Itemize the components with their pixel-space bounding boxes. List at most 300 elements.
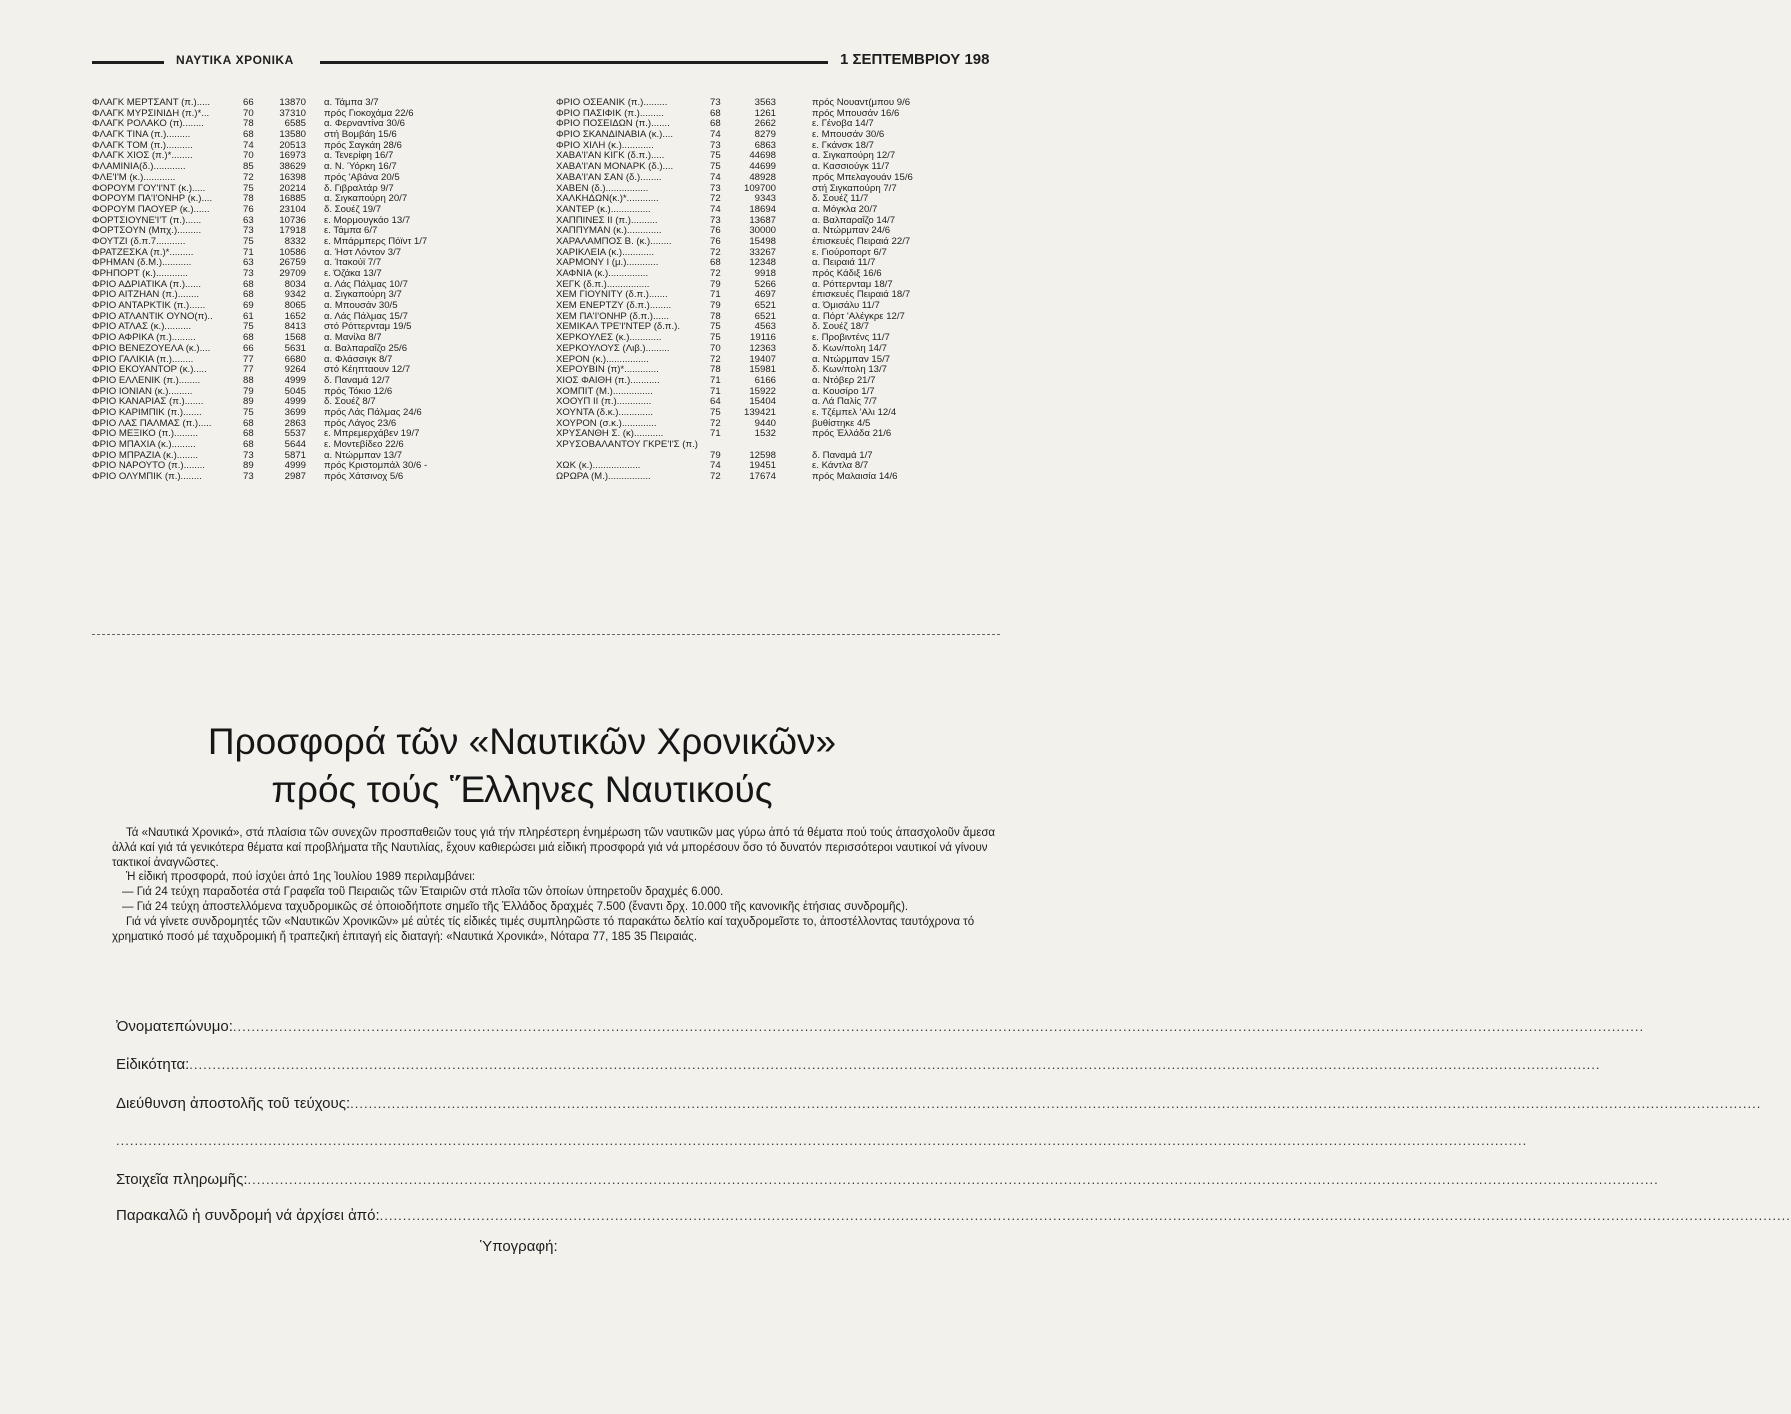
- ship-name: ΦΡΙΟ ΣΚΑΝΔΙΝΑΒΙΑ (κ.)....: [556, 129, 674, 141]
- ship-name: ΧΡΥΣΟΒΑΛΑΝΤΟΥ ΓΚΡΕ'Ι'Σ (π.): [556, 439, 698, 450]
- issue-date: 1 ΣΕΠΤΕΜΒΡΙΟΥ 198: [840, 51, 990, 68]
- name-label: Ὀνοματεπώνυμο:: [116, 1018, 233, 1035]
- ship-tonnage: 6166: [754, 374, 776, 386]
- ship-name: ΧΕΜ ΕΝΕΡΤΖΥ (δ.π.)........: [556, 300, 672, 312]
- ship-tonnage: 1261: [754, 107, 776, 119]
- ship-location: α. Τενερίφη 16/7: [324, 150, 394, 162]
- ship-name: ΧΡΥΣΑΝΘΗ Σ. (κ)...........: [556, 428, 664, 440]
- ship-location: πρός Χάτσινοχ 5/6: [324, 471, 404, 483]
- ship-year: 73: [710, 182, 721, 194]
- ship-name: ΧΑΒΑ'Ι'ΑΝ ΣΑΝ (δ.)........: [556, 171, 662, 183]
- ship-location: α. Κουσίρο 1/7: [812, 385, 875, 397]
- ship-year: 75: [710, 332, 721, 344]
- ship-tonnage: 10586: [279, 246, 306, 258]
- ship-location: α. Πειραιά 11/7: [812, 257, 876, 269]
- ship-tonnage: 15498: [749, 235, 776, 247]
- ship-location: πρός Νουαντ(μπου 9/6: [812, 97, 911, 108]
- ship-location: ε. Μπρεμερχάβεν 19/7: [324, 428, 420, 440]
- ship-name: ΧΑΡΑΛΑΜΠΟΣ Β. (κ.)........: [556, 235, 672, 247]
- ship-location: α. Ντώρμπαν 13/7: [324, 449, 403, 461]
- ship-tonnage: 6680: [284, 353, 306, 365]
- ship-name: ΧΑΠΠΙΝΕΣ ΙΙ (π.)..........: [556, 214, 658, 226]
- ship-tonnage: 4999: [284, 396, 306, 408]
- ship-year: 71: [710, 385, 721, 397]
- ship-location: ε. Γένοβα 14/7: [812, 118, 874, 130]
- ship-year: 66: [243, 97, 254, 108]
- ship-row: [92, 205, 472, 216]
- ship-name: ΦΡΙΟ ΚΑΝΑΡΙΑΣ (π.).......: [92, 396, 204, 408]
- ship-year: 89: [243, 460, 254, 472]
- ship-tonnage: 3699: [284, 406, 306, 418]
- ship-year: 74: [243, 139, 254, 151]
- ship-year: 68: [243, 332, 254, 344]
- ship-year: 71: [710, 428, 721, 440]
- ship-location: πρός Λάγος 23/6: [324, 417, 397, 429]
- ship-name: ΦΡΙΟ ΠΟΣΕΙΔΩΝ (π.).......: [556, 118, 670, 130]
- ship-location: α. Ντόβερ 21/7: [812, 374, 876, 386]
- ship-year: 73: [243, 449, 254, 461]
- ship-year: 68: [243, 129, 254, 141]
- ship-year: 76: [243, 203, 254, 215]
- ship-year: 70: [243, 150, 254, 162]
- ship-name: ΧΑΠΠΥΜΑΝ (κ.).............: [556, 225, 662, 237]
- subscription-form: [116, 1018, 1791, 1243]
- ship-year: 70: [243, 107, 254, 119]
- ship-tonnage: 18694: [749, 203, 776, 215]
- ship-tonnage: 33267: [749, 246, 776, 258]
- ship-year: 71: [710, 374, 721, 386]
- publication-name: ΝΑΥΤΙΚΑ ΧΡΟΝΙΚΑ: [176, 53, 294, 67]
- ship-location: α. Μπουσάν 30/5: [324, 300, 398, 312]
- ship-row: [556, 472, 956, 483]
- ship-name: ΧΑΒΕΝ (δ.)................: [556, 182, 649, 194]
- ship-year: 74: [710, 129, 721, 141]
- ship-name: ΦΛΑΓΚ ΡΟΛΑΚΟ (π)........: [92, 118, 204, 130]
- ship-location: δ. Σουέζ 18/7: [812, 321, 870, 333]
- ship-location: α. Ίτακούϊ 7/7: [324, 257, 382, 269]
- ship-year: 75: [710, 406, 721, 418]
- ship-year: 63: [243, 214, 254, 226]
- ship-tonnage: 44699: [749, 161, 776, 173]
- name-field[interactable]: [116, 1018, 1645, 1056]
- ship-name: ΦΡΙΟ ΧΙΛΗ (κ.)............: [556, 139, 654, 151]
- ship-location: α. Κασσιούγκ 11/7: [812, 161, 890, 173]
- offer-headline: [92, 718, 952, 814]
- ship-year: 75: [243, 321, 254, 333]
- ship-name: ΧΟΥΡΟΝ (σ.κ.).............: [556, 417, 657, 429]
- ship-tonnage: 37310: [279, 107, 306, 119]
- ship-location: α. Φερναντίνα 30/6: [324, 118, 406, 130]
- ship-tonnage: 6863: [754, 139, 776, 151]
- ship-name: ΦΛΑΓΚ ΤΟΜ (π.)..........: [92, 139, 193, 151]
- ship-tonnage: 2863: [284, 417, 306, 429]
- ship-location: α. Τάμπα 3/7: [324, 97, 379, 108]
- ship-tonnage: 20214: [279, 182, 306, 194]
- address-blank-2[interactable]: ..................................................................................................................................................................................................................................................................................................................: [116, 1133, 1528, 1148]
- ship-year: 78: [243, 193, 254, 205]
- ship-tonnage: 8332: [284, 235, 306, 247]
- ship-location: στό Ρόττερνταμ 19/5: [324, 321, 412, 333]
- ship-name: ΧΑΒΑ'Ι'ΑΝ ΚΙΓΚ (δ.π.).....: [556, 150, 665, 162]
- offer-item-1: — Γιά 24 τεύχη παραδοτέα στά Γραφεῖα τοῦ Πειραιῶς τῶν Ἑταιριῶν στά πλοῖα τῶν ὁποίων ὑπηρετοῦν δραχμές 6.000.: [122, 886, 724, 899]
- payment-field[interactable]: [116, 1171, 1659, 1207]
- ship-tonnage: 9918: [754, 268, 776, 279]
- start-label: Παρακαλῶ ἡ συνδρομή νά ἀρχίσει ἀπό:: [116, 1207, 380, 1224]
- ship-tonnage: 23104: [279, 203, 306, 215]
- ship-location: βυθίστηκε 4/5: [812, 417, 871, 429]
- specialty-label: Εἰδικότητα:: [116, 1056, 190, 1073]
- ship-name: ΦΡΙΟ ΑΤΛΑΣ (κ.)..........: [92, 321, 192, 333]
- ship-location: πρός Κάδιξ 16/6: [812, 268, 882, 279]
- ship-name: ΧΟΟΥΠ ΙΙ (π.).............: [556, 396, 652, 408]
- ship-name: ΦΡΙΟ ΜΠΡΑΖΙΑ (κ.)........: [92, 449, 199, 461]
- ship-year: 73: [243, 268, 254, 279]
- ship-tonnage: 9440: [754, 417, 776, 429]
- specialty-field[interactable]: [116, 1056, 1601, 1095]
- ship-name: ΧΩΚ (κ.)..................: [556, 460, 641, 472]
- ship-name: ΩΡΩΡΑ (Μ.)................: [556, 471, 651, 483]
- ship-row: [556, 344, 956, 355]
- ship-year: 73: [710, 214, 721, 226]
- address-blank[interactable]: ..................................................................................................................................................................................................................................................................................................................: [350, 1096, 1762, 1111]
- ship-location: δ. Κων/πολη 14/7: [812, 342, 888, 354]
- ship-location: δ. Σουέζ 8/7: [324, 396, 376, 408]
- payment-label: Στοιχεῖα πληρωμῆς:: [116, 1171, 248, 1188]
- ship-tonnage: 12363: [749, 342, 776, 354]
- ship-name: ΧΑΝΤΕΡ (κ.)...............: [556, 203, 651, 215]
- ship-location: πρός Ἑλλάδα 21/6: [812, 428, 892, 440]
- ship-name: ΦΡΙΟ ΟΣΕΑΝΙΚ (π.).........: [556, 97, 668, 108]
- ship-name: ΧΑΒΑ'Ι'ΑΝ ΜΟΝΑΡΚ (δ.)....: [556, 161, 674, 173]
- ship-year: 71: [710, 289, 721, 301]
- headline-line-2: πρός τούς Ἕλληνες Ναυτικούς: [271, 769, 773, 810]
- ship-name: ΦΡΙΟ ΜΠΑΧΙΑ (κ.).........: [92, 439, 196, 450]
- ship-location: α. Μόγκλα 20/7: [812, 203, 878, 215]
- ship-name: ΦΡΗΠΟΡΤ (κ.)............: [92, 268, 188, 279]
- ship-year: 78: [710, 310, 721, 322]
- ship-year: 71: [243, 246, 254, 258]
- ship-tonnage: 5266: [754, 278, 776, 290]
- ship-name: ΧΕΡΟΥΒΙΝ (π)*.............: [556, 364, 659, 376]
- ship-year: 68: [243, 428, 254, 440]
- ship-tonnage: 10736: [279, 214, 306, 226]
- ship-location: α. Λάς Πάλμας 10/7: [324, 278, 408, 290]
- ship-name: ΧΑΡΙΚΛΕΙΑ (κ.)............: [556, 246, 655, 258]
- ship-tonnage: 44698: [749, 150, 776, 162]
- ship-tonnage: 6585: [284, 118, 306, 130]
- ship-name: ΦΡΙΟ ΟΛΥΜΠΙΚ (π.)........: [92, 471, 202, 483]
- ship-year: 73: [243, 471, 254, 483]
- ship-name: ΦΟΥΤΖΙ (δ.π.7...........: [92, 235, 186, 247]
- ship-location: α. Βαλπαραΐζο 25/6: [324, 342, 408, 354]
- ship-name: ΧΕΡΚΟΥΛΟΥΣ (Λιβ.).........: [556, 342, 670, 354]
- ship-name: ΦΡΙΟ ΛΑΣ ΠΑΛΜΑΣ (π.).....: [92, 417, 212, 429]
- ship-tonnage: 15404: [749, 396, 776, 408]
- ship-row: [92, 173, 472, 184]
- ship-tonnage: 29709: [279, 268, 306, 279]
- ship-year: 61: [243, 310, 254, 322]
- ship-tonnage: 17918: [279, 225, 306, 237]
- ship-tonnage: 9342: [284, 289, 306, 301]
- ship-location: ε. Γιούροπορτ 6/7: [812, 246, 887, 258]
- offer-body: [112, 826, 996, 944]
- ship-name: ΦΡΙΟ ΓΑΛΙΚΙΑ (π.)........: [92, 353, 194, 365]
- ship-tonnage: 1568: [284, 332, 306, 344]
- ship-name: ΦΡΙΟ ΑΝΤΑΡΚΤΙΚ (π.)......: [92, 300, 206, 312]
- ship-year: 74: [710, 203, 721, 215]
- ship-year: 68: [710, 107, 721, 119]
- ship-year: 72: [710, 193, 721, 205]
- ship-tonnage: 5644: [284, 439, 306, 450]
- ship-location: ε. Όζάκα 13/7: [324, 268, 382, 279]
- ship-tonnage: 30000: [749, 225, 776, 237]
- ship-name: ΧΑΦΝΙΑ (κ.)...............: [556, 268, 649, 279]
- ship-year: 68: [243, 417, 254, 429]
- ship-location: πρός Τόκιο 12/6: [324, 385, 393, 397]
- ship-year: 78: [243, 118, 254, 130]
- ship-location: ε. Προβιντένς 11/7: [812, 332, 890, 344]
- ship-name: ΦΛΑΓΚ ΜΥΡΣΙΝΙΔΗ (π.)*...: [92, 107, 210, 119]
- ship-name: ΦΡΙΟ ΒΕΝΕΖΟΥΕΛΑ (κ.)....: [92, 342, 211, 354]
- ship-tonnage: 15981: [749, 364, 776, 376]
- ship-row: [92, 376, 472, 387]
- ship-year: 76: [710, 235, 721, 247]
- ship-year: 68: [710, 118, 721, 130]
- ship-year: 63: [243, 257, 254, 269]
- ship-tonnage: 139421: [743, 406, 776, 418]
- name-blank[interactable]: ..................................................................................................................................................................................................................................................................................................................: [232, 1019, 1645, 1034]
- ship-name: ΦΛΑΓΚ ΧΙΟΣ (π.)*........: [92, 150, 193, 162]
- section-divider: [92, 634, 1000, 635]
- ship-tonnage: 17674: [749, 471, 776, 483]
- ship-location: πρός 'Αβάνα 20/5: [324, 171, 400, 183]
- ship-tonnage: 8279: [754, 129, 776, 141]
- ship-year: 72: [710, 417, 721, 429]
- address-field-continued[interactable]: [116, 1133, 1528, 1171]
- ship-name: ΦΟΡΤΣΟΥΝ (Μπχ.).........: [92, 225, 202, 237]
- ship-name: ΧΕΜ ΠΑ'Ι'ΟΝΗΡ (δ.π.)......: [556, 310, 669, 322]
- ship-year: 76: [710, 225, 721, 237]
- ship-location: στή Βομβάη 15/6: [324, 129, 397, 141]
- ship-name: ΦΛΑΓΚ ΜΕΡΤΣΑΝΤ (π.).....: [92, 97, 211, 108]
- ship-tonnage: 16885: [279, 193, 306, 205]
- ship-location: α. Λάς Πάλμας 15/7: [324, 310, 408, 322]
- ship-list-left-column: [92, 98, 472, 483]
- ship-year: 73: [710, 97, 721, 108]
- ship-location: α. Ντώρμπαν 15/7: [812, 353, 891, 365]
- ship-name: ΧΑΡΜΟΝΥ Ι (μ.)............: [556, 257, 659, 269]
- ship-year: 75: [710, 150, 721, 162]
- ship-location: α. Ήστ Λόντον 3/7: [324, 246, 402, 258]
- ship-location: ε. Τάμπα 6/7: [324, 225, 378, 237]
- ship-name: ΧΟΜΠΙΤ (Μ.)...............: [556, 385, 653, 397]
- header-rule-right: [320, 61, 828, 64]
- signature-label: Ὑπογραφή:: [480, 1238, 558, 1255]
- ship-year: 75: [710, 321, 721, 333]
- ship-year: 88: [243, 374, 254, 386]
- ship-year: 75: [243, 235, 254, 247]
- ship-tonnage: 4563: [754, 321, 776, 333]
- ship-location: πρός Μπουσάν 16/6: [812, 107, 900, 119]
- payment-blank[interactable]: ..................................................................................................................................................................................................................................................................................................................: [247, 1172, 1659, 1187]
- ship-name: ΦΡΙΟ ΕΛΛΕΝΙΚ (π.)........: [92, 374, 201, 386]
- ship-name: ΦΟΡΟΥΜ ΓΟΥ'Ι'ΝΤ (κ.).....: [92, 182, 206, 194]
- ship-year: 75: [243, 182, 254, 194]
- ship-location: ε. Τζέμπελ 'Αλι 12/4: [812, 406, 897, 418]
- ship-location: πρός Κριστομπάλ 30/6 -: [324, 460, 428, 472]
- ship-row: [556, 173, 956, 184]
- ship-year: 72: [243, 171, 254, 183]
- ship-name: ΦΡΙΟ ΑΤΛΑΝΤΙΚ ΟΥΝΟ(π)..: [92, 310, 213, 322]
- ship-tonnage: 4999: [284, 374, 306, 386]
- ship-location: δ. Σουέζ 19/7: [324, 203, 382, 215]
- ship-row: [92, 344, 472, 355]
- ship-row: [92, 472, 472, 483]
- specialty-blank[interactable]: ..................................................................................................................................................................................................................................................................................................................: [189, 1057, 1601, 1072]
- ship-year: 79: [710, 278, 721, 290]
- ship-tonnage: 2987: [284, 471, 306, 483]
- ship-location: έπισκευές Πειραιά 22/7: [812, 235, 911, 247]
- ship-location: α. Ντώρμπαν 24/6: [812, 225, 891, 237]
- address-field[interactable]: [116, 1095, 1762, 1133]
- ship-location: πρός Σαγκάη 28/6: [324, 139, 402, 151]
- ship-year: 69: [243, 300, 254, 312]
- ship-tonnage: 20513: [279, 139, 306, 151]
- ship-name: ΧΙΟΣ ΦΑΙΘΗ (π.)...........: [556, 374, 660, 386]
- ship-name: ΧΟΥΝΤΑ (δ.κ.).............: [556, 406, 654, 418]
- ship-name: ΦΡΙΟ ΑΔΡΙΑΤΙΚΑ (π.)......: [92, 278, 202, 290]
- ship-location: δ. Παναμά 1/7: [812, 449, 873, 461]
- ship-year: 74: [710, 171, 721, 183]
- ship-name: ΦΡΙΟ ΜΕΞΙΚΟ (π.).........: [92, 428, 199, 440]
- ship-location: ε. Κάντλα 8/7: [812, 460, 869, 472]
- ship-tonnage: 26759: [279, 257, 306, 269]
- ship-year: 75: [710, 161, 721, 173]
- ship-tonnage: 16398: [279, 171, 306, 183]
- ship-year: 85: [243, 161, 254, 173]
- ship-row: [556, 205, 956, 216]
- ship-year: 77: [243, 364, 254, 376]
- ship-tonnage: 1532: [754, 428, 776, 440]
- ship-year: 68: [710, 257, 721, 269]
- ship-year: 79: [710, 449, 721, 461]
- offer-item-2: — Γιά 24 τεύχη ἀποστελλόμενα ταχυδρομικῶς σέ ὁποιοδήποτε σημεῖο τῆς Ἑλλάδος δραχμές 7.500 (ἔναντι δρχ. 10.000 τῆς κανονικῆς ἐτήσιας συνδρομῆς).: [122, 900, 909, 913]
- ship-tonnage: 12348: [749, 257, 776, 269]
- ship-row: [556, 440, 956, 461]
- ship-tonnage: 5631: [284, 342, 306, 354]
- ship-location: πρός Μαλαισία 14/6: [812, 471, 898, 483]
- ship-year: 72: [710, 246, 721, 258]
- ship-name: ΦΡΙΟ ΠΑΣΙΦΙΚ (π.).........: [556, 107, 664, 119]
- ship-name: ΦΡΙΟ ΙΟΝΙΑΝ (κ.).........: [92, 385, 193, 397]
- ship-name: ΦΛΑΜΙΝΙΑ(δ.)............: [92, 161, 186, 173]
- ship-tonnage: 8065: [284, 300, 306, 312]
- ship-location: ε. Μορμουγκάο 13/7: [324, 214, 411, 226]
- ship-tonnage: 5537: [284, 428, 306, 440]
- subscribe-paragraph: Γιά νά γίνετε συνδρομητές τῶν «Ναυτικῶν Χρονικῶν» μέ αὐτές τίς εἰδικές τιμές συμπληρῶστε τό παρακάτω δελτίο καί ταχυδρομεῖστε το, ἀποστέλλοντας ταυτόχρονα τό χρηματικό ποσό μέ ταχυδρομική ἤ τραπεζική ἐπιταγή εἰς διαταγή: «Ναυτικά Χρονικά», Νόταρα 77, 185 35 Πειραιάς.: [112, 915, 975, 943]
- ship-location: ε. Γκάνσκ 18/7: [812, 139, 874, 151]
- ship-tonnage: 5871: [284, 449, 306, 461]
- ship-year: 70: [710, 342, 721, 354]
- ship-location: στή Σιγκαπούρη 7/7: [812, 182, 897, 194]
- ship-year: 77: [243, 353, 254, 365]
- offer-paragraph: Ἡ εἰδική προσφορά, πού ἰσχύει ἀπό 1ης Ἰουλίου 1989 περιλαμβάνει:: [126, 871, 476, 884]
- ship-tonnage: 13870: [279, 97, 306, 108]
- ship-location: δ. Παναμά 12/7: [324, 374, 390, 386]
- ship-year: 68: [243, 289, 254, 301]
- ship-name: ΦΡΑΤΖΕΣΚΑ (π.)*.........: [92, 246, 194, 258]
- ship-tonnage: 2662: [754, 118, 776, 130]
- ship-tonnage: 4697: [754, 289, 776, 301]
- ship-location: α. Βαλπαραΐζο 14/7: [812, 214, 896, 226]
- ship-row: [556, 376, 956, 387]
- ship-location: ε. Μοντεβίδεο 22/6: [324, 439, 404, 450]
- ship-list-right-column: [556, 98, 956, 483]
- start-blank[interactable]: ..................................................................................................................................................................................................................................................................................................................: [379, 1208, 1791, 1223]
- ship-name: ΦΛΑΓΚ ΤΙΝΑ (π.).........: [92, 129, 191, 141]
- ship-tonnage: 9264: [284, 364, 306, 376]
- ship-year: 73: [243, 225, 254, 237]
- ship-location: στό Κέηπταουν 12/7: [324, 364, 411, 376]
- ship-location: α. Ν. Ύόρκη 16/7: [324, 161, 397, 173]
- intro-paragraph: Τά «Ναυτικά Χρονικά», στά πλαίσια τῶν συνεχῶν προσπαθειῶν τους γιά τήν πληρέστερη ἐνημέρωση τῶν ναυτικῶν μας γύρω ἀπό τά θέματα πού τούς ἀπασχολοῦν ἄμεσα ἀλλά καί γιά τά γενικότερα θέματα καί προβλήματα τῆς Ναυτιλίας, ἔχουν καθιερώσει μιά εἰδική προσφορά γιά νά μπορέσουν ὅσο τό δυνατόν περισσότεροι ναυτικοί νά γίνουν τακτικοί ἀναγνῶστες.: [112, 827, 996, 869]
- ship-location: α. Μανίλα 8/7: [324, 332, 382, 344]
- ship-location: ε. Μπάρμπερς Πόϊντ 1/7: [324, 235, 428, 247]
- ship-name: ΦΡΙΟ ΑΙΤΖΗΑΝ (π.)........: [92, 289, 200, 301]
- ship-year: 79: [710, 300, 721, 312]
- ship-name: ΧΕΡΟΝ (κ.)................: [556, 353, 649, 365]
- ship-tonnage: 19116: [750, 332, 776, 344]
- ship-name: ΦΡΗΜΑΝ (δ.Μ.)...........: [92, 257, 192, 269]
- ship-tonnage: 8413: [284, 321, 306, 333]
- ship-year: 89: [243, 396, 254, 408]
- ship-name: ΦΟΡΟΥΜ ΠΑ'Ι'ΟΝΗΡ (κ.)....: [92, 193, 213, 205]
- ship-year: 72: [710, 471, 721, 483]
- ship-name: ΦΡΙΟ ΕΚΟΥΑΝΤΟΡ (κ.).....: [92, 364, 207, 376]
- ship-tonnage: 19451: [749, 460, 776, 472]
- ship-location: α. Πόρτ 'Αλέγκρε 12/7: [812, 310, 905, 322]
- ship-location: α. Φλάσσιγκ 8/7: [324, 353, 393, 365]
- ship-tonnage: 5045: [284, 385, 306, 397]
- address-label: Διεύθυνση ἀποστολῆς τοῦ τεύχους:: [116, 1095, 351, 1112]
- ship-location: δ. Κων/πολη 13/7: [812, 364, 888, 376]
- ship-tonnage: 6521: [754, 300, 776, 312]
- ship-location: δ. Γιβραλτάρ 9/7: [324, 182, 394, 194]
- ship-name: ΦΟΡΟΥΜ ΠΑΟΥΕΡ (κ.)......: [92, 203, 210, 215]
- ship-location: ε. Μπουσάν 30/6: [812, 129, 885, 141]
- ship-year: 66: [243, 342, 254, 354]
- ship-name: ΧΕΓΚ (δ.π.)................: [556, 278, 650, 290]
- ship-name: ΧΕΡΚΟΥΛΕΣ (κ.)............: [556, 332, 662, 344]
- ship-location: πρός Μπελαγουάν 15/6: [812, 171, 913, 183]
- headline-line-1: Προσφορά τῶν «Ναυτικῶν Χρονικῶν»: [207, 721, 837, 762]
- ship-year: 72: [710, 268, 721, 279]
- ship-tonnage: 6521: [754, 310, 776, 322]
- ship-name: ΦΛΕ'Ι'Μ (κ.)............: [92, 171, 176, 183]
- ship-location: πρός Γιοκοχάμα 22/6: [324, 107, 414, 119]
- ship-name: ΦΡΙΟ ΑΦΡΙΚΑ (π.).........: [92, 332, 196, 344]
- ship-tonnage: 38629: [279, 161, 306, 173]
- ship-name: ΧΕΜ ΓΙΟΥΝΙΤΥ (δ.π.).......: [556, 289, 668, 301]
- ship-year: 72: [710, 353, 721, 365]
- ship-tonnage: 15922: [749, 385, 776, 397]
- ship-location: δ. Σουέζ 11/7: [812, 193, 869, 205]
- ship-tonnage: 48928: [749, 171, 776, 183]
- ship-tonnage: 13580: [279, 129, 306, 141]
- ship-location: α. Ρόττερνταμ 18/7: [812, 278, 893, 290]
- ship-year: 64: [710, 396, 721, 408]
- ship-year: 74: [710, 460, 721, 472]
